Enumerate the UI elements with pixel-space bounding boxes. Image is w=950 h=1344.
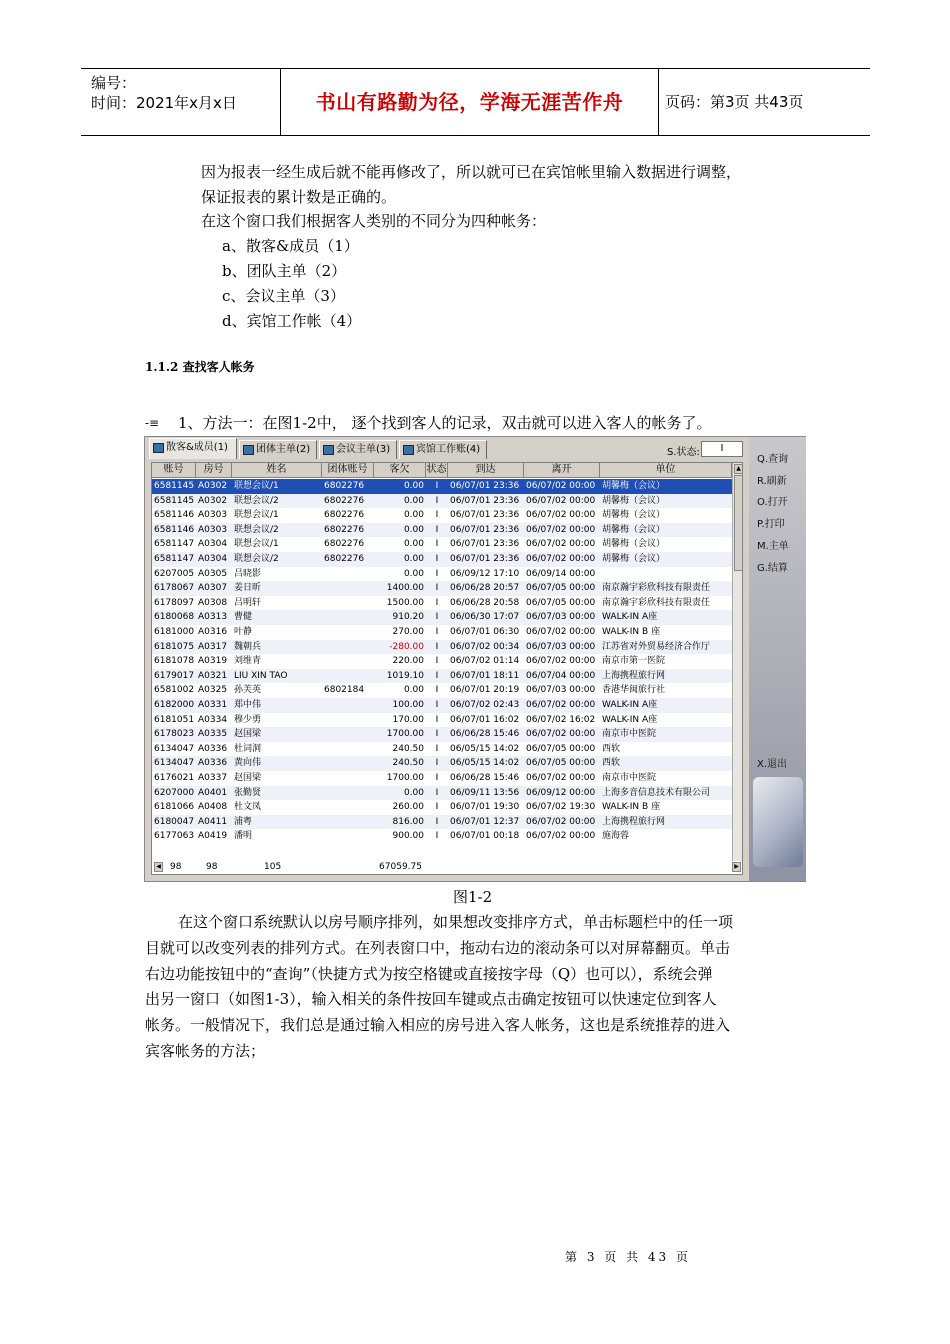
cell-departure: 06/09/12 00:00: [526, 787, 596, 798]
cell-arrival: 06/05/15 14:02: [450, 743, 520, 754]
cell-company: WALK-IN A座: [602, 612, 658, 623]
cell-status: I: [435, 539, 439, 550]
table-row[interactable]: [152, 508, 732, 523]
table-icon: [243, 445, 254, 455]
cell-room: A0401: [198, 787, 228, 798]
cell-departure: 06/07/04 00:00: [526, 670, 596, 681]
tab-meeting-master[interactable]: 会议主单(3): [319, 440, 397, 459]
cell-room: A0325: [198, 685, 228, 696]
cell-balance: 1019.10: [386, 670, 424, 681]
table-row[interactable]: [152, 698, 732, 713]
cell-arrival: 06/06/28 20:57: [450, 583, 520, 594]
cell-balance: 100.00: [392, 700, 424, 710]
cell-status: I: [435, 612, 439, 623]
cell-departure: 06/07/02 00:00: [526, 700, 596, 710]
cell-name: 联想会议/1: [234, 539, 279, 550]
intro-item-a: a、散客&成员（1）: [222, 237, 359, 255]
table-row[interactable]: [152, 640, 732, 655]
cell-company: 胡馨梅（会议）: [602, 554, 666, 564]
cell-account: 6181078: [154, 656, 194, 667]
cell-account: 6207005: [154, 568, 194, 579]
cell-status: I: [435, 802, 439, 813]
cell-balance: 0.00: [403, 481, 424, 491]
cell-arrival: 06/07/01 23:36: [450, 481, 520, 491]
cell-name: 穆少勇: [234, 714, 262, 725]
cell-room: A0316: [198, 627, 228, 637]
table-row[interactable]: [152, 479, 732, 494]
cell-departure: 06/07/02 00:00: [526, 481, 596, 491]
cell-balance: 1700.00: [386, 773, 424, 783]
total-cell: 98: [206, 862, 218, 872]
column-header-room[interactable]: 房号: [196, 463, 232, 478]
table-row[interactable]: [152, 494, 732, 509]
cell-company: 南京瀚宇彩欣科技有限责任: [602, 583, 711, 594]
cell-departure: 06/07/02 00:00: [526, 831, 596, 842]
cell-company: 胡馨梅（会议）: [602, 539, 666, 550]
table-row[interactable]: [152, 829, 732, 844]
cell-account: 6581145: [154, 481, 194, 491]
intro-line-1: 因为报表一经生成后就不能再修改了，所以就可已在宾馆帐里输入数据进行调整，: [201, 163, 742, 181]
cell-company: 胡馨梅（会议）: [602, 481, 666, 491]
cell-account: 6178097: [154, 597, 194, 608]
cell-company: 江苏省对外贸易经济合作厅: [602, 641, 711, 652]
cell-departure: 06/07/03 00:00: [526, 641, 596, 652]
body-line-4: 出另一窗口（如图1-3），输入相关的条件按回车键或点击确定按钮可以快速定位到客人: [145, 990, 717, 1008]
cell-arrival: 06/09/12 17:10: [450, 568, 520, 579]
cell-status: I: [435, 743, 439, 754]
cell-arrival: 06/06/30 17:07: [450, 612, 520, 623]
cell-status: I: [435, 787, 439, 798]
cell-status: I: [435, 510, 439, 521]
print-button[interactable]: P.打印: [757, 519, 785, 530]
cell-account: 6181075: [154, 641, 194, 652]
cell-status: I: [435, 554, 439, 564]
total-cell: 67059.75: [379, 862, 422, 872]
cell-room: A0411: [198, 816, 228, 827]
table-row[interactable]: [152, 786, 732, 801]
cell-balance: 0.00: [403, 685, 424, 696]
cell-account: 6581147: [154, 554, 194, 564]
cell-arrival: 06/07/01 23:36: [450, 524, 520, 535]
cell-group-account: 6802184: [324, 685, 365, 696]
refresh-button[interactable]: R.刷新: [757, 476, 787, 487]
cell-account: 6179017: [154, 670, 194, 681]
cell-account: 6581002: [154, 685, 194, 696]
table-row[interactable]: [152, 567, 732, 582]
table-row[interactable]: [152, 537, 732, 552]
cell-account: 6181051: [154, 714, 194, 725]
cell-balance: 0.00: [403, 787, 424, 798]
cell-name: LIU XIN TAO: [234, 670, 288, 681]
cell-arrival: 06/06/28 20:58: [450, 597, 520, 608]
cell-balance: 220.00: [392, 656, 424, 667]
cell-departure: 06/07/02 00:00: [526, 816, 596, 827]
vertical-scrollbar[interactable]: [732, 463, 743, 861]
cell-arrival: 06/09/11 13:56: [450, 787, 520, 798]
cell-company: 西软: [602, 758, 621, 769]
cell-name: 黄向伟: [234, 758, 262, 769]
cell-account: 6180068: [154, 612, 194, 623]
cell-arrival: 06/07/01 00:18: [450, 831, 520, 842]
cell-status: I: [435, 729, 439, 740]
table-row[interactable]: [152, 669, 732, 684]
cell-room: A0302: [198, 481, 228, 491]
intro-item-c: c、会议主单（3）: [222, 287, 345, 305]
cell-room: A0335: [198, 729, 228, 740]
tab-group-master[interactable]: 团体主单(2): [239, 440, 317, 459]
section-heading: 1.1.2 查找客人帐务: [145, 360, 255, 374]
cell-balance: 240.50: [392, 743, 424, 754]
cell-room: A0304: [198, 539, 228, 550]
cell-departure: 06/07/03 00:00: [526, 685, 596, 696]
cell-company: 香港华闽旅行社: [602, 685, 666, 696]
cell-company: WALK-IN A座: [602, 714, 658, 725]
tab-hotel-work-account[interactable]: 宾馆工作账(4): [399, 440, 487, 459]
cell-status: I: [435, 495, 439, 506]
cell-company: 西软: [602, 743, 621, 754]
cell-name: 张勤贤: [234, 787, 262, 798]
cell-company: 南京市中医院: [602, 773, 657, 783]
cell-departure: 06/07/02 00:00: [526, 510, 596, 521]
cell-status: I: [435, 627, 439, 637]
cell-name: 联想会议/2: [234, 554, 279, 564]
cell-arrival: 06/07/01 23:36: [450, 539, 520, 550]
cell-balance: 0.00: [403, 510, 424, 521]
cell-balance: 1700.00: [386, 729, 424, 740]
cell-status: I: [435, 641, 439, 652]
page-header: [81, 68, 870, 136]
cell-company: 上海多音信息技术有限公司: [602, 787, 711, 798]
cell-company: 胡馨梅（会议）: [602, 510, 666, 521]
table-row[interactable]: [152, 683, 732, 698]
cell-group-account: 6802276: [324, 481, 365, 491]
cell-balance: 900.00: [392, 831, 424, 842]
cell-balance: 260.00: [392, 802, 424, 813]
column-header-departure[interactable]: 离开: [524, 463, 600, 478]
cell-account: 6182000: [154, 700, 194, 710]
cell-balance: 0.00: [403, 524, 424, 535]
cell-status: I: [435, 524, 439, 535]
table-row[interactable]: [152, 742, 732, 757]
cell-room: A0313: [198, 612, 228, 623]
body-line-6: 宾客帐务的方法；: [145, 1042, 266, 1060]
table-row[interactable]: [152, 815, 732, 830]
table-row[interactable]: [152, 596, 732, 611]
intro-line-3: 在这个窗口我们根据客人类别的不同分为四种帐务：: [201, 212, 547, 230]
column-header-status[interactable]: 状态: [426, 463, 448, 478]
guest-account-window: [144, 436, 806, 882]
cell-departure: 06/07/02 00:00: [526, 627, 596, 637]
cell-name: 赵国梁: [234, 729, 262, 740]
cell-room: A0303: [198, 510, 228, 521]
cell-departure: 06/09/14 00:00: [526, 568, 596, 579]
cell-name: 孙芙英: [234, 685, 262, 696]
cell-company: WALK-IN A座: [602, 700, 658, 710]
cell-status: I: [435, 481, 439, 491]
cell-balance: 0.00: [403, 495, 424, 506]
table-row[interactable]: [152, 610, 732, 625]
cell-arrival: 06/07/01 18:11: [450, 670, 520, 681]
cell-room: A0408: [198, 802, 228, 813]
cell-status: I: [435, 685, 439, 696]
cell-balance: 910.20: [392, 612, 424, 623]
time-label: 时间：2021年x月x日: [91, 94, 237, 112]
cell-room: A0304: [198, 554, 228, 564]
cell-balance: 0.00: [403, 539, 424, 550]
cell-account: 6181000: [154, 627, 194, 637]
intro-item-d: d、宾馆工作帐（4）: [222, 312, 362, 330]
cell-arrival: 06/07/02 00:34: [450, 641, 520, 652]
header-motto: 书山有路勤为径，学海无涯苦作舟: [281, 69, 659, 135]
cell-name: 杜文凤: [234, 802, 262, 813]
cell-balance: 0.00: [403, 568, 424, 579]
cell-room: A0336: [198, 743, 228, 754]
method-bullet: -≡: [145, 416, 160, 430]
ledger-icon: [403, 445, 414, 455]
cell-balance: 1400.00: [386, 583, 424, 594]
cell-balance: 1500.00: [386, 597, 424, 608]
cell-account: 6181066: [154, 802, 194, 813]
cell-group-account: 6802276: [324, 495, 365, 506]
cell-arrival: 06/07/01 12:37: [450, 816, 520, 827]
open-button[interactable]: O.打开: [757, 497, 788, 508]
body-line-5: 帐务。一般情况下，我们总是通过输入相应的房号进入客人帐务，这也是系统推荐的进入: [145, 1016, 731, 1034]
cell-group-account: 6802276: [324, 524, 365, 535]
decorative-device-icon: [753, 777, 803, 867]
cell-balance: 270.00: [392, 627, 424, 637]
cell-departure: 06/07/02 00:00: [526, 495, 596, 506]
building-icon: [323, 445, 334, 455]
checkout-button[interactable]: G.结算: [757, 563, 788, 574]
cell-name: 姜日昕: [234, 583, 262, 594]
cell-account: 6178023: [154, 729, 194, 740]
cell-status: I: [435, 670, 439, 681]
cell-name: 叶静: [234, 627, 253, 637]
cell-arrival: 06/07/02 01:14: [450, 656, 520, 667]
cell-account: 6176021: [154, 773, 194, 783]
cell-departure: 06/07/02 16:02: [526, 714, 596, 725]
table-row[interactable]: [152, 800, 732, 815]
cell-company: 施海蓉: [602, 831, 630, 842]
cell-status: I: [435, 714, 439, 725]
number-label: 编号：: [91, 74, 137, 92]
cell-name: 刘维青: [234, 656, 262, 667]
cell-account: 6177063: [154, 831, 194, 842]
body-line-3: 右边功能按钮中的“查询”（快捷方式为按空格键或直接按字母（Q）也可以），系统会弹: [145, 965, 713, 983]
cell-arrival: 06/07/01 16:02: [450, 714, 520, 725]
method-line: 1、方法一：在图1-2中， 逐个找到客人的记录，双击就可以进入客人的帐务了。: [178, 414, 712, 432]
cell-account: 6134047: [154, 743, 194, 754]
cell-arrival: 06/05/15 14:02: [450, 758, 520, 769]
page-footer: 第 3 页 共 43 页: [565, 1250, 691, 1264]
cell-balance: 0.00: [403, 554, 424, 564]
table-row[interactable]: [152, 654, 732, 669]
cell-departure: 06/07/05 00:00: [526, 597, 596, 608]
state-input[interactable]: I: [701, 441, 743, 457]
cell-account: 6581146: [154, 524, 194, 535]
cell-company: WALK-IN B 座: [602, 627, 661, 637]
cell-arrival: 06/07/01 20:19: [450, 685, 520, 696]
intro-item-b: b、团队主单（2）: [222, 262, 347, 280]
scroll-left-icon[interactable]: ◀: [154, 862, 163, 872]
cell-name: 赵国梁: [234, 773, 262, 783]
cell-departure: 06/07/02 00:00: [526, 524, 596, 535]
cell-name: 潘明: [234, 831, 253, 842]
cell-company: 上海携程旅行网: [602, 670, 666, 681]
cell-room: A0331: [198, 700, 228, 710]
body-line-1: 在这个窗口系统默认以房号顺序排列，如果想改变排序方式，单击标题栏中的任一项: [178, 913, 734, 931]
cell-name: 魏朝兵: [234, 641, 262, 652]
cell-room: A0302: [198, 495, 228, 506]
header-meta: [81, 69, 281, 135]
cell-company: WALK-IN B 座: [602, 802, 661, 813]
cell-balance: 170.00: [392, 714, 424, 725]
cell-arrival: 06/07/01 23:36: [450, 510, 520, 521]
cell-name: 联想会议/2: [234, 524, 279, 535]
cell-status: I: [435, 656, 439, 667]
table-icon: [153, 443, 164, 453]
cell-group-account: 6802276: [324, 510, 365, 521]
cell-account: 6180047: [154, 816, 194, 827]
figure-caption: 图1-2: [453, 888, 493, 906]
total-cell: 105: [264, 862, 282, 872]
cell-arrival: 06/07/01 19:30: [450, 802, 520, 813]
column-header-arrival[interactable]: 到达: [448, 463, 524, 478]
table-row[interactable]: [152, 713, 732, 728]
cell-room: A0303: [198, 524, 228, 535]
cell-name: 吕明轩: [234, 597, 262, 608]
cell-name: 联想会议/2: [234, 495, 279, 506]
cell-status: I: [435, 583, 439, 594]
scroll-thumb[interactable]: [734, 475, 743, 571]
cell-balance: 240.50: [392, 758, 424, 769]
state-label: S.状态:: [667, 447, 700, 458]
table-row[interactable]: [152, 625, 732, 640]
cell-departure: 06/07/02 00:00: [526, 773, 596, 783]
cell-room: A0337: [198, 773, 228, 783]
cell-company: 南京市中医院: [602, 729, 657, 740]
table-row[interactable]: [152, 581, 732, 596]
grid-header: [152, 463, 732, 478]
table-row[interactable]: [152, 552, 732, 567]
cell-arrival: 06/07/01 06:30: [450, 627, 520, 637]
cell-name: 杜词洞: [234, 743, 262, 754]
cell-departure: 06/07/02 00:00: [526, 729, 596, 740]
cell-room: A0336: [198, 758, 228, 769]
cell-departure: 06/07/02 19:30: [526, 802, 596, 813]
body-line-2: 目就可以改变列表的排列方式。在列表窗口中，拖动右边的滚动条可以对屏幕翻页。单击: [145, 939, 731, 957]
master-button[interactable]: M.主单: [757, 541, 789, 552]
cell-status: I: [435, 597, 439, 608]
cell-group-account: 6802276: [324, 554, 365, 564]
cell-company: 南京瀚宇彩欣科技有限责任: [602, 597, 711, 608]
table-row[interactable]: [152, 727, 732, 742]
column-header-account[interactable]: 账号: [152, 463, 196, 478]
cell-status: I: [435, 773, 439, 783]
cell-arrival: 06/07/02 02:43: [450, 700, 520, 710]
tab-walkin-members[interactable]: 散客&成员(1): [149, 438, 237, 459]
scroll-up-icon[interactable]: ▲: [734, 464, 743, 474]
function-sidebar: [749, 437, 806, 881]
exit-button[interactable]: X.退出: [757, 759, 788, 770]
cell-room: A0305: [198, 568, 228, 579]
cell-account: 6178067: [154, 583, 194, 594]
cell-company: 上海携程旅行网: [602, 816, 666, 827]
cell-departure: 06/07/05 00:00: [526, 583, 596, 594]
cell-name: 浦粤: [234, 816, 253, 827]
cell-room: A0317: [198, 641, 228, 652]
cell-room: A0319: [198, 656, 228, 667]
table-row[interactable]: [152, 756, 732, 771]
cell-departure: 06/07/02 00:00: [526, 656, 596, 667]
intro-line-2: 保证报表的累计数是正确的。: [201, 188, 397, 206]
scroll-right-icon[interactable]: ▶: [732, 862, 741, 872]
cell-name: 郑中伟: [234, 700, 262, 710]
cell-status: I: [435, 816, 439, 827]
cell-name: 吕晓影: [234, 568, 262, 579]
total-cell: 98: [170, 862, 182, 872]
column-header-name[interactable]: 姓名: [232, 463, 322, 478]
guest-account-grid: [151, 462, 743, 875]
cell-company: 胡馨梅（会议）: [602, 524, 666, 535]
column-header-company[interactable]: 单位: [600, 463, 732, 478]
cell-room: A0334: [198, 714, 228, 725]
cell-departure: 06/07/05 00:00: [526, 758, 596, 769]
cell-account: 6581146: [154, 510, 194, 521]
cell-company: 胡馨梅（会议）: [602, 495, 666, 506]
cell-account: 6207000: [154, 787, 194, 798]
cell-departure: 06/07/03 00:00: [526, 612, 596, 623]
cell-group-account: 6802276: [324, 539, 365, 550]
cell-account: 6581145: [154, 495, 194, 506]
cell-arrival: 06/06/28 15:46: [450, 773, 520, 783]
cell-status: I: [435, 758, 439, 769]
table-row[interactable]: [152, 523, 732, 538]
cell-departure: 06/07/02 00:00: [526, 554, 596, 564]
column-header-balance[interactable]: 客欠: [374, 463, 426, 478]
cell-company: 南京市第一医院: [602, 656, 666, 667]
cell-name: 联想会议/1: [234, 481, 279, 491]
cell-status: I: [435, 831, 439, 842]
cell-name: 曹健: [234, 612, 253, 623]
column-header-group-account[interactable]: 团体账号: [322, 463, 374, 478]
cell-arrival: 06/07/01 23:36: [450, 554, 520, 564]
cell-status: I: [435, 568, 439, 579]
grid-totals: [152, 861, 732, 875]
cell-departure: 06/07/05 00:00: [526, 743, 596, 754]
query-button[interactable]: Q.查询: [757, 454, 789, 465]
cell-balance: -280.00: [389, 641, 424, 652]
table-row[interactable]: [152, 771, 732, 786]
cell-room: A0307: [198, 583, 228, 594]
cell-room: A0419: [198, 831, 228, 842]
cell-room: A0308: [198, 597, 228, 608]
cell-status: I: [435, 700, 439, 710]
cell-departure: 06/07/02 00:00: [526, 539, 596, 550]
cell-account: 6581147: [154, 539, 194, 550]
cell-arrival: 06/07/01 23:36: [450, 495, 520, 506]
cell-account: 6134047: [154, 758, 194, 769]
cell-balance: 816.00: [392, 816, 424, 827]
header-page-label: 页码：第3页 共43页: [665, 93, 804, 111]
cell-name: 联想会议/1: [234, 510, 279, 521]
cell-room: A0321: [198, 670, 228, 681]
cell-arrival: 06/06/28 15:46: [450, 729, 520, 740]
